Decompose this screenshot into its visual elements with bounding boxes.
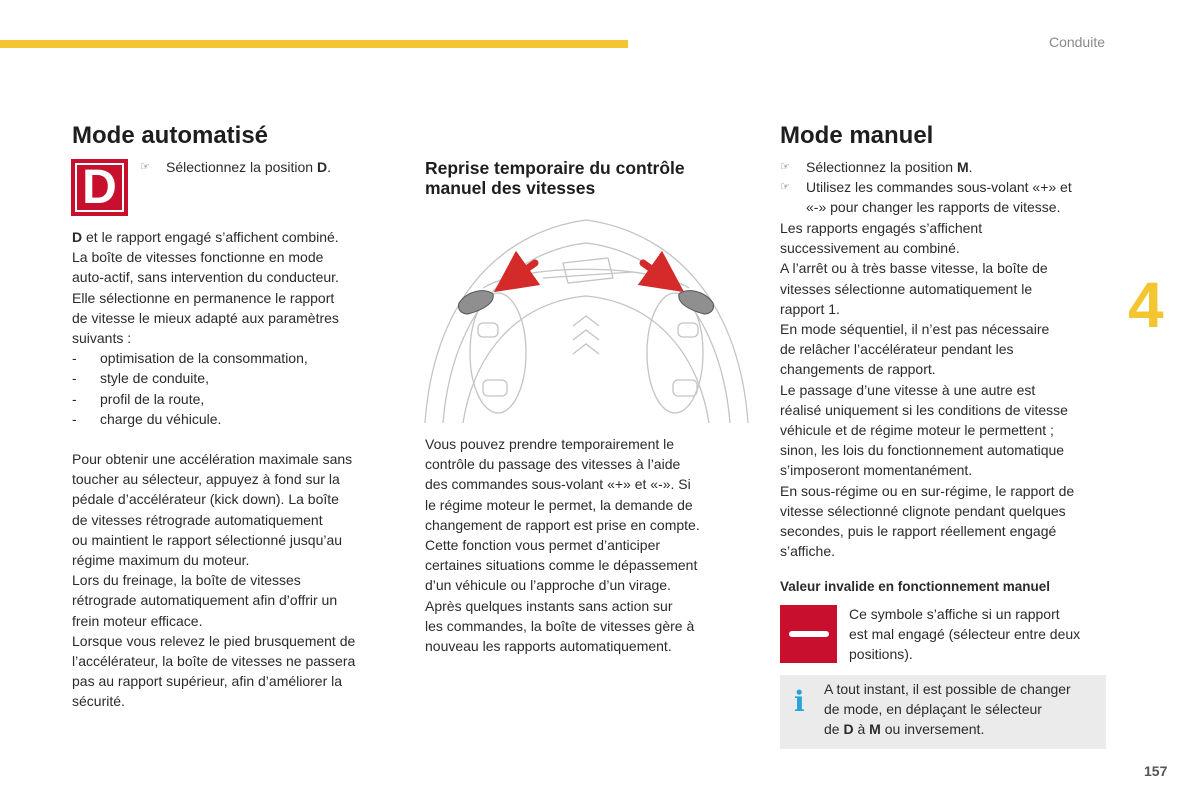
auto-intro-line: D et le rapport engagé s’affichent combiné. (72, 229, 339, 245)
list-item: - optimisation de la consommation, (72, 350, 308, 367)
section-title-automatic: Mode automatisé (72, 122, 269, 149)
invalid-value-heading: Valeur invalide en fonctionnement manuel (780, 579, 1051, 594)
list-item: ☞ Utilisez les commandes sous-volant «+» et «-» pour changer les rapports de vitesse. (780, 177, 1120, 217)
info-text: A tout instant, il est possible de changer de mode, en déplaçant le sélecteur de D à M ou inversement. (824, 681, 1071, 738)
header-accent-bar (0, 40, 628, 48)
info-icon: i (794, 685, 805, 718)
d-mode-badge-icon (71, 159, 128, 216)
steering-wheel-illustration (423, 208, 750, 428)
pointing-hand-icon: ☞ (780, 161, 790, 173)
temporary-manual-paragraph: Vous pouvez prendre temporairement le contrôle du passage des vitesses à l’aide des commandes sous-volant «+» et «-». Si le régime moteur le permet, la demande de changement de rapport est prise en compte. Cette fonction vous permet d’anticiper certaines situations comme le dépassement d’un véhicule ou l’approche d’un virage. Après quelques instants sans action sur les commandes, la boîte de vitesses gère à nouveau les rapports automatiquement. (425, 436, 700, 655)
info-box (780, 675, 1106, 749)
kick-down-paragraph: Pour obtenir une accélération maximale sans toucher au sélecteur, appuyez à fond sur la pédale d’accélérateur (kick down). La boîte de vitesses rétrograde automatiquement ou maintient le rapport sélectionné jusqu’au régime maximum du moteur. Lors du freinage, la boîte de vitesses rétrograde automatiquement afin d’offrir un frein moteur efficace. Lorsque vous relevez le pied brusquement de l’accélérateur, la boîte de vitesses ne passera pas au rapport supérieur, afin d’améliorer la sécurité. (72, 451, 356, 710)
list-item: - profil de la route, (72, 390, 205, 407)
manual-bullets (780, 157, 1120, 218)
list-item: - charge du véhicule. (72, 410, 222, 427)
section-title-temporary-manual: Reprise temporaire du contrôle manuel des vitesses (425, 158, 685, 198)
pointing-hand-icon: ☞ (780, 181, 790, 194)
list-item: - style de conduite, (72, 370, 209, 387)
section-title-manual: Mode manuel (780, 122, 934, 149)
auto-description: D et le rapport engagé s’affichent combiné. La boîte de vitesses fonctionne en mode auto-actif, sans intervention du conducteur. Elle sélectionne en permanence le rapport de vitesse le mieux adapté aux paramètres suivants : - optimisation de la consommation, - style de conduite, - profil de la route, - charge du véhicule. (72, 227, 392, 429)
d-mode-letter: D (75, 163, 124, 212)
auto-bullet: ☞ Sélectionnez la position D. (140, 157, 380, 177)
chapter-label: Conduite (1048, 34, 1105, 50)
page-number: 157 (1144, 763, 1168, 779)
invalid-gear-dash-icon (780, 605, 837, 663)
list-item: ☞ Sélectionnez la position M. (780, 157, 1120, 177)
pointing-hand-icon: ☞ (140, 161, 150, 173)
chapter-number: 4 (1128, 269, 1164, 341)
invalid-value-text: Ce symbole s’affiche si un rapport est mal engagé (sélecteur entre deux positions). (849, 606, 1081, 663)
manual-description: Les rapports engagés s’affichent successivement au combiné. A l’arrêt ou à très basse vitesse, la boîte de vitesses sélectionne automatiquement le rapport 1. En mode séquentiel, il n’est pas nécessaire de relâcher l’accélérateur pendant les changements de rapport. Le passage d’une vitesse à une autre est réalisé uniquement si les conditions de vitesse véhicule et de régime moteur le permettent ; sinon, les lois du fonctionnement automatique s’imposeront momentanément. En sous-régime ou en sur-régime, le rapport de vitesse sélectionné clignote pendant quelques secondes, puis le rapport réellement engagé s’affiche. (780, 220, 1075, 560)
